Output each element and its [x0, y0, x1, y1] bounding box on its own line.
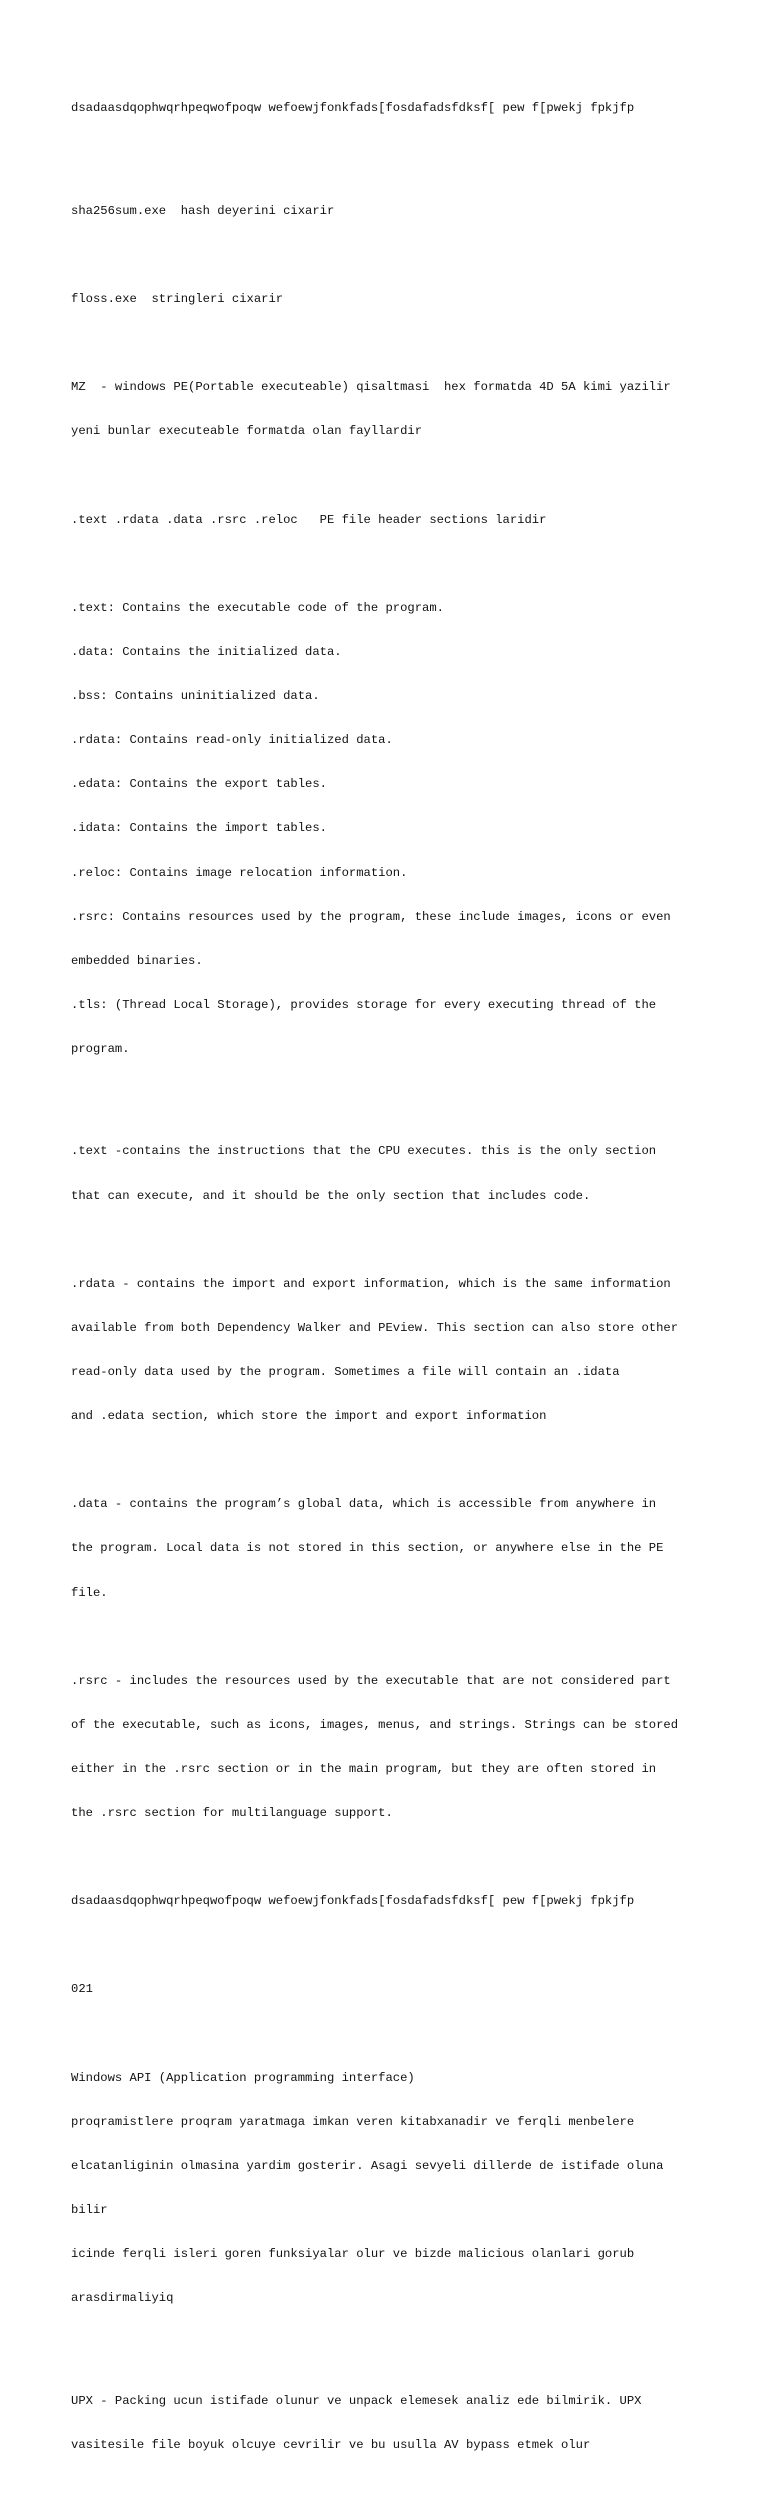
text-line: UPX - Packing ucun istifade olunur ve unpack elemesek analiz ede bilmirik. UPX	[71, 2393, 642, 2408]
text-line: bilir	[71, 2202, 108, 2217]
text-line: program.	[71, 1041, 130, 1056]
text-line: proqramistlere proqram yaratmaga imkan veren kitabxanadir ve ferqli menbelere	[71, 2114, 635, 2129]
paragraph-data-section	[71, 1468, 721, 1630]
text-line: the program. Local data is not stored in this section, or anywhere else in the PE	[71, 1541, 664, 1556]
text-line: either in the .rsrc section or in the main program, but they are often stored in	[71, 1761, 657, 1776]
paragraph-sections-summary	[71, 483, 721, 557]
paragraph-text-section	[71, 1115, 721, 1233]
paragraph-header	[71, 72, 721, 146]
text-line: elcatanliginin olmasina yardim gosterir. Asagi sevyeli dillerde de istifade oluna	[71, 2158, 664, 2173]
text-line: .data - contains the program’s global data, which is accessible from anywhere in	[71, 1497, 657, 1512]
text-line: arasdirmaliyiq	[71, 2291, 174, 2306]
text-line: .reloc: Contains image relocation information.	[71, 865, 408, 880]
paragraph-rsrc-section	[71, 1644, 721, 1850]
text-line: .tls: (Thread Local Storage), provides storage for every executing thread of the	[71, 997, 657, 1012]
text-line: that can execute, and it should be the only section that includes code.	[71, 1188, 591, 1203]
text-line: yeni bunlar executeable formatda olan fayllardir	[71, 424, 423, 439]
text-line: .text -contains the instructions that the CPU executes. this is the only section	[71, 1144, 657, 1159]
paragraph-upx	[71, 2364, 721, 2482]
paragraph-mz	[71, 351, 721, 469]
paragraph-floss	[71, 263, 721, 337]
text-line: read-only data used by the program. Sometimes a file will contain an .idata	[71, 1364, 620, 1379]
text-line: vasitesile file boyuk olcuye cevrilir ve bu usulla AV bypass etmek olur	[71, 2437, 591, 2452]
text-line: 021	[71, 1982, 93, 1997]
text-line: floss.exe stringleri cixarir	[71, 292, 284, 307]
text-line: .bss: Contains uninitialized data.	[71, 689, 320, 704]
text-line: .rdata: Contains read-only initialized data.	[71, 733, 393, 748]
text-line: and .edata section, which store the import and export information	[71, 1409, 547, 1424]
paragraph-windows-api	[71, 2041, 721, 2335]
text-line: .edata: Contains the export tables.	[71, 777, 327, 792]
paragraph-repeat-header	[71, 1865, 721, 1939]
text-line: .data: Contains the initialized data.	[71, 644, 342, 659]
paragraph-number	[71, 1953, 721, 2027]
paragraph-sha256	[71, 175, 721, 249]
text-line: .rdata - contains the import and export information, which is the same information	[71, 1276, 671, 1291]
text-line: MZ - windows PE(Portable executeable) qisaltmasi hex formatda 4D 5A kimi yazilir	[71, 380, 671, 395]
text-line: sha256sum.exe hash deyerini cixarir	[71, 203, 335, 218]
text-line: embedded binaries.	[71, 953, 203, 968]
text-line: icinde ferqli isleri goren funksiyalar olur ve bizde malicious olanlari gorub	[71, 2247, 635, 2262]
paragraph-rdata-section	[71, 1247, 721, 1453]
text-line: .rsrc - includes the resources used by the executable that are not considered part	[71, 1673, 671, 1688]
text-line: .idata: Contains the import tables.	[71, 821, 327, 836]
text-line: file.	[71, 1585, 108, 1600]
document-page	[71, 72, 721, 2497]
paragraph-sections-list	[71, 571, 721, 1086]
text-line: .rsrc: Contains resources used by the program, these include images, icons or even	[71, 909, 671, 924]
text-line: dsadaasdqophwqrhpeqwofpoqw wefoewjfonkfads[fosdafadsfdksf[ pew f[pwekj fpkjfp	[71, 101, 635, 116]
text-line: .text .rdata .data .rsrc .reloc PE file header sections laridir	[71, 512, 547, 527]
text-line: Windows API (Application programming interface)	[71, 2070, 415, 2085]
text-line: the .rsrc section for multilanguage support.	[71, 1806, 393, 1821]
text-line: of the executable, such as icons, images, menus, and strings. Strings can be stored	[71, 1717, 679, 1732]
text-line: available from both Dependency Walker and PEview. This section can also store other	[71, 1320, 679, 1335]
text-line: dsadaasdqophwqrhpeqwofpoqw wefoewjfonkfads[fosdafadsfdksf[ pew f[pwekj fpkjfp	[71, 1894, 635, 1909]
text-line: .text: Contains the executable code of the program.	[71, 600, 444, 615]
